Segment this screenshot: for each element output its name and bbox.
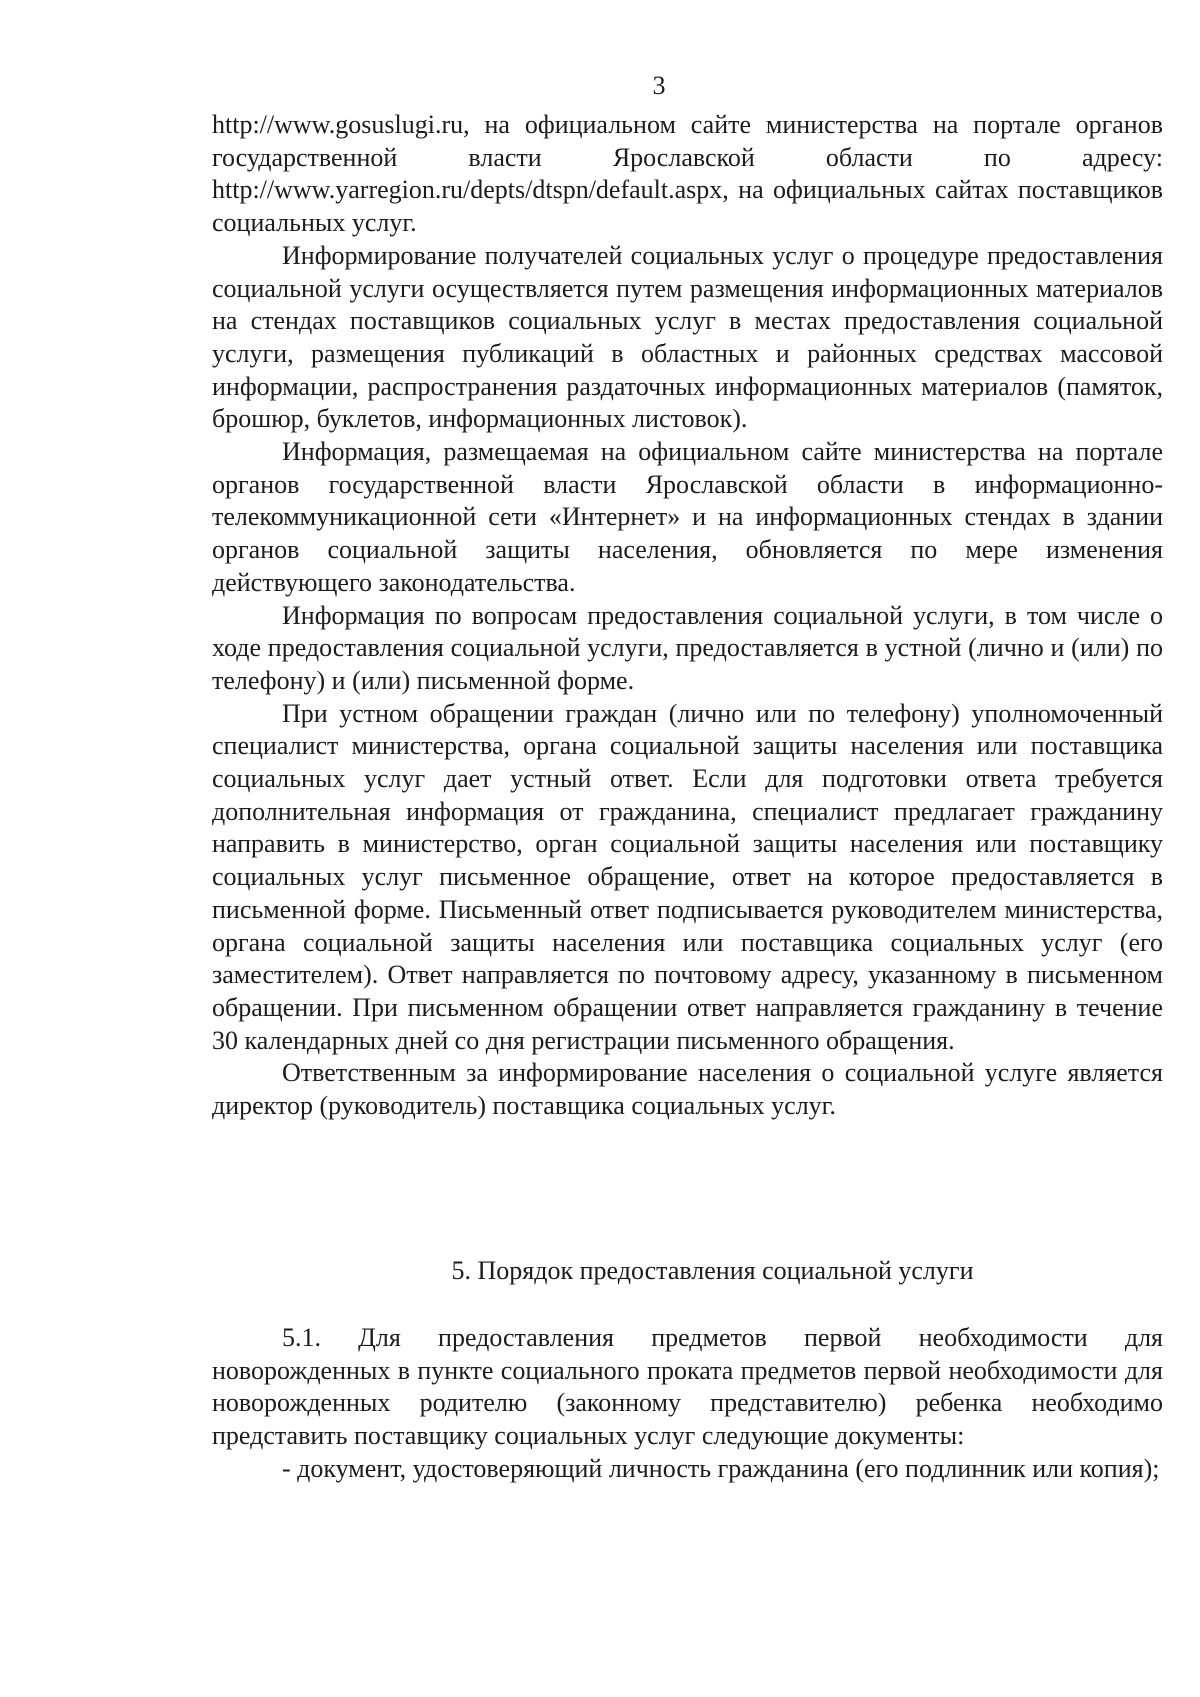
document-body — [212, 109, 1163, 1123]
section-body — [212, 1322, 1163, 1486]
paragraph-informing-recipients: Информирование получателей социальных услуг о процедуре предоставления социальной услуги осуществляется путем размещения информационных материалов на стендах поставщиков социальных услуг в местах предоставления социальной услуги, размещения публикаций в областных и районных средствах массовой информации, распространения раздаточных информационных материалов (памяток, брошюр, буклетов, информационных листовок). — [212, 240, 1163, 434]
paragraph-section-5-1: 5.1. Для предоставления предметов первой необходимости для новорожденных в пункте социального проката предметов первой необходимости для новорожденных родителю (законному представителю) ребенка необходимо представить поставщику социальных услуг следующие документы: — [212, 1323, 1163, 1451]
paragraph-information-posted: Информация, размещаемая на официальном сайте министерства на портале органов государственной власти Ярославской области в информационно-телекоммуникационной сети «Интернет» и на информационных стендах в здании органов социальной защиты населения, обновляется по мере изменения действующего законодательства. — [212, 437, 1163, 597]
paragraph-oral-request: При устном обращении граждан (лично или по телефону) уполномоченный специалист министерства, органа социальной защиты населения или поставщика социальных услуг дает устный ответ. Если для подготовки ответа требуется дополнительная информация от гражданина, специалист предлагает гражданину направить в министерство, орган социальной защиты населения или поставщику социальных услуг письменное обращение, ответ на которое предоставляется в письменной форме. Письменный ответ подписывается руководителем министерства, органа социальной защиты населения или поставщика социальных услуг (его заместителем). Ответ направляется по почтовому адресу, указанному в письменном обращении. При письменном обращении ответ направляется гражданину в течение 30 календарных дней со дня регистрации письменного обращения. — [212, 698, 1163, 1055]
page-number: 3 — [652, 71, 666, 100]
paragraph-list-item-document: - документ, удостоверяющий личность гражданина (его подлинник или копия); — [282, 1453, 1160, 1483]
section-heading: 5. Порядок предоставления социальной услуги — [451, 1256, 974, 1285]
paragraph-responsible-person: Ответственным за информирование населения о социальной услуге является директор (руководитель) поставщика социальных услуг. — [212, 1058, 1163, 1121]
paragraph-contacts: http://www.gosuslugi.ru, на официальном сайте министерства на портале органов государственной власти Ярославской области по адресу: http://www.yarregion.ru/depts/dtspn/default.aspx, на официальных сайтах поставщиков социальных услуг. — [212, 110, 1163, 238]
paragraph-information-questions: Информация по вопросам предоставления социальной услуги, в том числе о ходе предоставления социальной услуги, предоставляется в устной (лично и (или) по телефону) и (или) письменной форме. — [212, 600, 1163, 695]
